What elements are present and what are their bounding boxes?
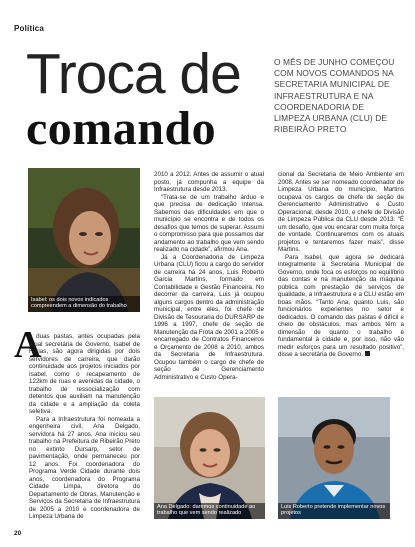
paragraph: Já a Coordenadoria de Limpeza Urbana (CLU) ficou a cargo do servidor de carreira há 24 anos, Luis Roberto Garcia Martins, formado em Contabilidade e Gestão Financeira. No decorrer da carreira, Luis já ocupou alguns cargos dentro da administração municipal, entre eles, foi chefe de Divisão de Tesouraria do DURSARP de 1996 a 1997, chefe de seção de Manutenção da Frota de 2001 a 2005 e encarregado de Contratos Financeiros e Orçamento de 2008 a 2010, ambos da Secretaria de Infraestrutura. Ocupou também o cargo de chefe de seção de Gerenciamento Administrativo e Custo Opera- — [154, 253, 264, 381]
paragraph: Para a Infraestrutura foi nomeada a engenheira civil, Ana Delgado, servidora há 27 anos. Ana iniciou seu trabalho na Prefeitura de Ribeirão Preto no extinto Dursarp, setor de pavimentação, onde permaneceu por 12 anos. Foi coordenadora do Programa Verde Cidade durante dois anos, coordenadora do Programa Cidade Limpa, diretora do Departamento de Obras, Manutenção e Serviços da Secretaria de Infraestrutura de 2005 a 2010 e coordenadora de Limpeza Urbana de — [29, 415, 140, 521]
photo-isabel — [28, 168, 140, 312]
text-column-2 — [154, 171, 264, 381]
text-column-1 — [29, 333, 140, 521]
photo-luis — [278, 397, 390, 519]
ana-caption: Ana Delgado: daremos continuidade ao trabalho que vem sendo realizado — [154, 503, 265, 519]
text-column-3 — [278, 171, 404, 359]
paragraph: 2010 a 2012. Antes de assumir o atual posto, já compunha a equipe da Infraestrutura desde 2013. — [154, 171, 264, 194]
photo-ana — [154, 397, 265, 519]
isabel-caption: Isabel: os dois novos indicados compreendem a dimensão do trabalho — [28, 296, 140, 312]
section-label: Política — [14, 24, 45, 33]
deck-text: O MÊS DE JUNHO COMEÇOU COM NOVOS COMANDOS NA SECRETARIA MUNICIPAL DE INFRAESTRUTURA E NA COORDENADORIA DE LIMPEZA URBANA (CLU) DE RIBEIRÃO PRETO — [274, 57, 395, 135]
drop-cap: A — [14, 324, 42, 366]
end-mark-icon — [365, 351, 370, 356]
paragraph — [278, 254, 404, 359]
headline-line-2: comando — [26, 102, 217, 155]
isabel-portrait-image — [28, 168, 140, 312]
page-number: 20 — [14, 530, 22, 537]
paragraph: “Trata-se de um trabalho árduo e que precisa de dedicação intensa. Sabemos das dificuldades em que o município se encontra e de todos os desafios que temos de superar. Assumi o compromisso para que possamos dar andamento ao trabalho que vem sendo realizado na cidade”, afirmou Ana. — [154, 193, 264, 254]
paragraph: cional da Secretaria de Meio Ambiente em 2008. Antes se ser nomeado coordenador de Limpeza Urbana do município, Martins ocupava os cargos de chefe de seção de Gerenciamento Administrativo e Custo Operacional, desde 2010, e chefe de Divisão de Limpeza Pública da CLU desde 2013. “É um desafio, que vou encarar com muita força de vontade. Continuaremos com os atuais projetos e tentaremos fazer mais”, disse Martins. — [278, 171, 404, 254]
luis-caption: Luis Roberto pretende implementar novos projetos — [278, 503, 390, 519]
headline-line-1: Troca de — [26, 42, 241, 106]
paragraph: s duas pastas, antes ocupadas pela atual secretária de Governo, Isabel de Farias, são agora dirigidas por dois servidores de carreira, que darão continuidade aos projetos iniciados por Isabel, como o recapeamento de 122km de ruas e avenidas da cidade, o trabalho de ressocialização com detentos que auxiliam na manutenção da cidade e a ampliação da coleta seletiva. — [29, 333, 140, 416]
paragraph-text: Para Isabel, que agora se dedicará integralmente à Secretaria Municipal de Governo, onde foca os esforços no equilíbrio das contas e na manutenção da máquina pública com prestação de serviços de qualidade, a Infraestrutura e a CLU estão em boas mãos. “Tanto Ana, quanto Luis, são funcionários experientes no setor e dedicados. O comando das pastas é difícil e cheio de obstáculos, mas ambos têm a dimensão de quanto o trabalho é fundamental à cidade e, por isso, não vão medir esforços para um resultado positivo”, disse a secretária de Governo. — [278, 253, 404, 359]
ana-portrait-image — [154, 397, 265, 519]
luis-portrait-image — [278, 397, 390, 519]
